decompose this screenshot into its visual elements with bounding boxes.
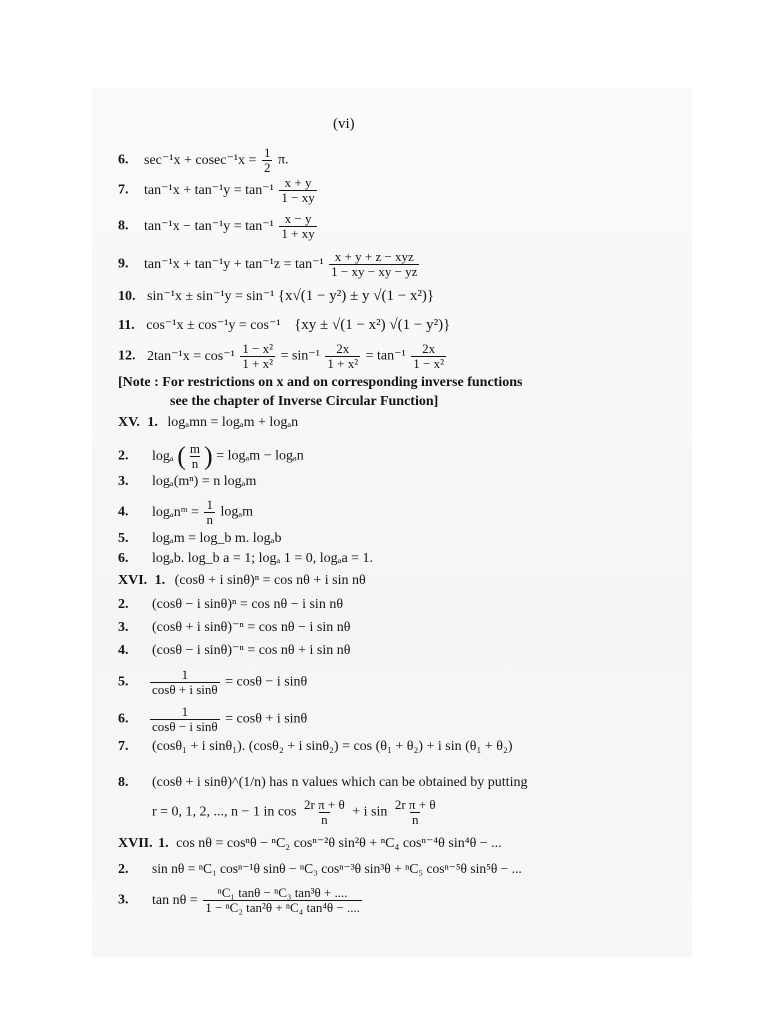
formula-tail: π. <box>277 152 289 168</box>
formula-text: = logₐm − logₐn <box>216 448 304 464</box>
numerator: x + y <box>284 175 312 190</box>
formula-text: = cosθ − i sinθ <box>225 674 308 690</box>
item-number: 3. <box>118 892 129 908</box>
section-xvi-item-2 <box>118 596 343 614</box>
section-xvi-item-6 <box>118 705 307 734</box>
denominator: n <box>411 812 419 827</box>
section-xvii-item-2 <box>118 860 522 879</box>
fraction <box>329 250 419 279</box>
formula-body: {xy ± √(1 − x²) √(1 − y²)} <box>294 317 451 333</box>
item-number: 10. <box>118 289 136 304</box>
fraction <box>393 798 438 827</box>
fraction <box>279 176 316 205</box>
denominator: n <box>206 512 213 527</box>
formula-text: = tan⁻¹ <box>365 348 406 364</box>
formula-item-10 <box>118 287 434 306</box>
numerator: 2x <box>336 341 350 356</box>
numerator: ⁿC₁ tanθ − ⁿC₃ tan³θ + .... <box>217 885 348 900</box>
item-number: 7. <box>118 182 129 198</box>
numerator: x + y + z − xyz <box>334 249 414 264</box>
formula-text: sin nθ = ⁿC₁ cosⁿ⁻¹θ sinθ − ⁿC₃ cosⁿ⁻³θ sin³θ + ⁿC₅ cosⁿ⁻⁵θ sin⁵θ − ... <box>152 861 522 876</box>
paren-open: ( <box>177 441 186 471</box>
item-number: 5. <box>118 531 129 546</box>
note-line-1: [Note : For restrictions on x and on corresponding inverse functions <box>118 375 523 390</box>
formula-text: tan⁻¹x + tan⁻¹y + tan⁻¹z = tan⁻¹ <box>144 256 324 272</box>
numerator: 2x <box>422 341 436 356</box>
section-xvi-item-8 <box>118 774 527 792</box>
denominator: 1 + x² <box>327 356 359 371</box>
numerator: 2r π + θ <box>304 797 345 812</box>
formula-text: logₐnᵐ = <box>152 504 203 520</box>
fraction <box>325 342 360 371</box>
formula-text: (cosθ₁ + i sinθ₁). (cosθ₂ + i sinθ₂) = cos (θ₁ + θ₂) + i sin (θ₁ + θ₂) <box>152 739 513 754</box>
section-xvi-item-4 <box>118 642 350 660</box>
denominator: 1 − xy <box>281 190 315 205</box>
numerator: 1 <box>263 145 271 160</box>
formula-text: logₐb. log_b a = 1; logₐ 1 = 0, logₐa = 1. <box>152 551 374 566</box>
formula-text: (cosθ + i sinθ)ⁿ = cos nθ + i sin nθ <box>174 573 366 588</box>
section-xvii-item-1 <box>118 835 502 853</box>
item-number: 12. <box>118 348 136 364</box>
formula-text: cos⁻¹x ± cos⁻¹y = cos⁻¹ <box>146 318 281 333</box>
section-heading: XVII. <box>118 836 153 851</box>
section-xv-item-1 <box>118 414 298 432</box>
denominator: 1 − ⁿC₂ tan²θ + ⁿC₄ tan⁴θ − .... <box>205 900 360 915</box>
fraction <box>411 342 446 371</box>
section-heading: XVI. <box>118 573 148 588</box>
numerator: m <box>189 441 201 456</box>
numerator: x − y <box>284 211 312 226</box>
formula-text: sin⁻¹x ± sin⁻¹y = sin⁻¹ <box>147 289 275 304</box>
item-number: 2. <box>118 597 129 612</box>
item-number: 7. <box>118 739 129 754</box>
denominator: cosθ + i sinθ <box>152 682 218 697</box>
formula-text: logₐmn = logₐm + logₐn <box>167 415 299 430</box>
section-xvi-item-5 <box>118 668 307 697</box>
item-number: 1. <box>154 573 166 588</box>
formula-text: r = 0, 1, 2, ..., n − 1 in cos <box>152 804 297 820</box>
formula-text: tan⁻¹x + tan⁻¹y = tan⁻¹ <box>144 182 274 198</box>
section-xvi-item-7 <box>118 738 513 756</box>
item-number: 8. <box>118 775 129 790</box>
formula-text: (cosθ + i sinθ)^(1/n) has n values which can be obtained by putting <box>152 775 528 790</box>
fraction <box>150 705 220 734</box>
item-number: 6. <box>118 551 129 566</box>
formula-text: = cosθ + i sinθ <box>225 711 308 727</box>
denominator: n <box>191 456 199 471</box>
item-number: 2. <box>118 862 129 877</box>
formula-text: logₐ <box>152 448 174 464</box>
formula-text: logₐm <box>220 504 254 520</box>
formula-item-6 <box>118 146 289 175</box>
formula-text: = sin⁻¹ <box>280 348 320 364</box>
section-xv-item-2 <box>118 442 304 471</box>
section-xv-item-5 <box>118 530 282 548</box>
formula-text: (cosθ + i sinθ)⁻ⁿ = cos nθ − i sin nθ <box>152 620 351 635</box>
denominator: 2 <box>263 160 271 175</box>
item-number: 6. <box>118 152 129 168</box>
item-number: 9. <box>118 256 129 272</box>
formula-item-12 <box>118 342 448 371</box>
formula-text: (cosθ − i sinθ)⁻ⁿ = cos nθ + i sin nθ <box>152 643 351 658</box>
item-number: 1. <box>158 836 169 851</box>
fraction <box>188 442 202 471</box>
section-xvi-item-1 <box>118 572 366 590</box>
formula-text: logₐ(mⁿ) = n logₐm <box>152 474 257 489</box>
formula-text: tan⁻¹x − tan⁻¹y = tan⁻¹ <box>144 218 274 234</box>
numerator: 1 − x² <box>242 341 274 356</box>
fraction <box>240 342 275 371</box>
fraction <box>302 798 347 827</box>
numerator: 1 <box>181 667 189 682</box>
item-number: 8. <box>118 218 129 234</box>
section-heading: XV. <box>118 415 140 430</box>
denominator: 1 − x² <box>413 356 444 371</box>
section-xv-item-4 <box>118 498 253 527</box>
section-xvi-item-8-cont <box>152 798 440 827</box>
fraction <box>262 146 273 175</box>
denominator: n <box>321 812 328 827</box>
formula-text: (cosθ − i sinθ)ⁿ = cos nθ − i sin nθ <box>152 597 344 612</box>
formula-item-11 <box>118 316 450 335</box>
item-number: 5. <box>118 674 129 690</box>
denominator: 1 − xy − xy − yz <box>331 264 418 279</box>
item-number: 3. <box>118 474 129 489</box>
fraction <box>203 886 362 915</box>
denominator: cosθ − i sinθ <box>152 719 218 734</box>
item-number: 6. <box>118 711 129 727</box>
formula-item-7 <box>118 176 319 205</box>
item-number: 11. <box>118 318 135 333</box>
formula-text: sec⁻¹x + cosec⁻¹x = <box>144 152 260 168</box>
formula-text: cos nθ = cosⁿθ − ⁿC₂ cosⁿ⁻²θ sin²θ + ⁿC₄ cosⁿ⁻⁴θ sin⁴θ − ... <box>176 836 502 851</box>
paren-close: ) <box>204 441 213 471</box>
numerator: 1 <box>181 704 189 719</box>
page-number: (vi) <box>333 116 355 132</box>
fraction <box>150 668 220 697</box>
formula-text: tan nθ = <box>152 892 202 908</box>
numerator: 1 <box>206 497 213 512</box>
fraction <box>204 498 215 527</box>
item-number: 4. <box>118 504 129 520</box>
denominator: 1 + x² <box>242 356 274 371</box>
numerator: 2r π + θ <box>394 797 436 812</box>
section-xv-item-3 <box>118 473 256 491</box>
fraction <box>279 212 316 241</box>
item-number: 2. <box>118 448 129 464</box>
formula-item-9 <box>118 250 421 279</box>
item-number: 4. <box>118 643 129 658</box>
formula-text: 2tan⁻¹x = cos⁻¹ <box>147 348 235 364</box>
section-xvi-item-3 <box>118 619 350 637</box>
formula-text: logₐm = log_b m. logₐb <box>152 531 282 546</box>
formula-text: + i sin <box>352 804 388 820</box>
denominator: 1 + xy <box>281 226 315 241</box>
formula-body: {x√(1 − y²) ± y √(1 − x²)} <box>277 288 435 304</box>
section-xvii-item-3 <box>118 886 364 915</box>
item-number: 3. <box>118 620 129 635</box>
note-line-2: see the chapter of Inverse Circular Function] <box>170 394 439 409</box>
section-xv-item-6 <box>118 550 373 568</box>
formula-item-8 <box>118 212 319 241</box>
item-number: 1. <box>147 415 158 430</box>
